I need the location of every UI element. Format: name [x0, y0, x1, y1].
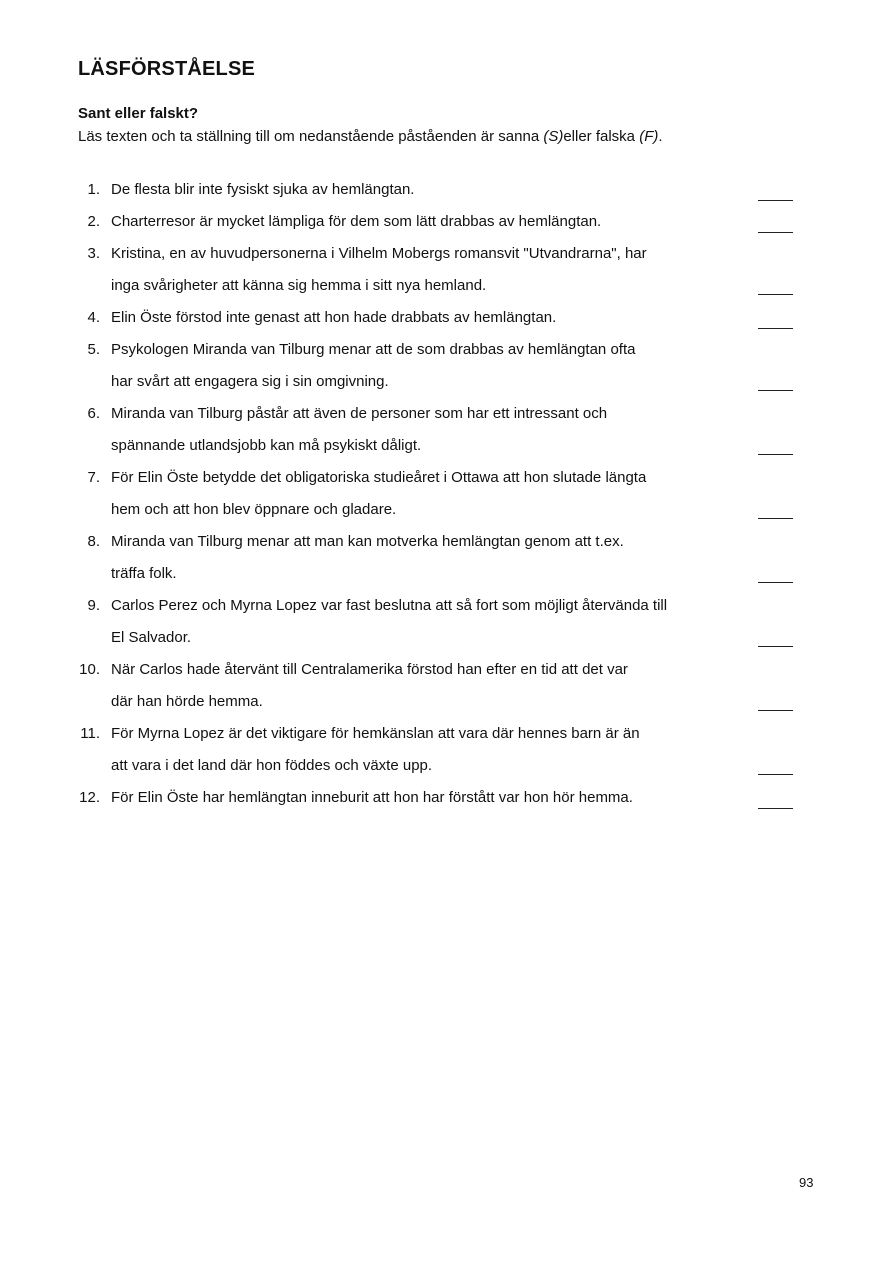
statement-number: 1. — [87, 181, 100, 198]
statement-item — [0, 530, 893, 594]
statement-line — [0, 402, 893, 434]
statement-item — [0, 242, 893, 306]
statement-line — [0, 530, 893, 562]
statement-item — [0, 210, 893, 242]
statement-item — [0, 594, 893, 658]
answer-blank[interactable] — [758, 328, 793, 329]
page-number: 93 — [799, 1175, 814, 1190]
statement-line — [0, 466, 893, 498]
statement-line — [0, 178, 893, 210]
statement-text: El Salvador. — [111, 629, 192, 646]
statement-line — [0, 306, 893, 338]
instructions-text-start: Läs texten och ta ställning till om nedanstående påståenden är sanna — [78, 128, 544, 145]
statement-item — [0, 786, 893, 818]
statement-line — [0, 786, 893, 818]
answer-blank[interactable] — [758, 200, 793, 201]
answer-blank[interactable] — [758, 710, 793, 711]
statement-line — [0, 722, 893, 754]
statement-line — [0, 626, 893, 658]
statement-text: inga svårigheter att känna sig hemma i sitt nya hemland. — [111, 277, 487, 294]
statement-item — [0, 306, 893, 338]
statement-line — [0, 370, 893, 402]
statement-line — [0, 690, 893, 722]
statement-text: Miranda van Tilburg menar att man kan motverka hemlängtan genom att t.ex. — [111, 533, 624, 550]
statement-line — [0, 594, 893, 626]
answer-blank[interactable] — [758, 390, 793, 391]
statement-line — [0, 754, 893, 786]
statement-number: 9. — [87, 597, 100, 614]
statement-line — [0, 658, 893, 690]
statement-number: 2. — [87, 213, 100, 230]
statement-number: 11. — [80, 725, 100, 742]
answer-blank[interactable] — [758, 808, 793, 809]
statement-item — [0, 466, 893, 530]
statement-text: Kristina, en av huvudpersonerna i Vilhelm Mobergs romansvit "Utvandrarna", har — [111, 245, 647, 262]
exercise-instructions — [78, 128, 663, 145]
statement-line — [0, 434, 893, 466]
statement-text: Elin Öste förstod inte genast att hon hade drabbats av hemlängtan. — [111, 309, 557, 326]
statement-number: 6. — [87, 405, 100, 422]
statement-text: För Myrna Lopez är det viktigare för hemkänslan att vara där hennes barn är än — [111, 725, 640, 742]
statement-text: träffa folk. — [111, 565, 177, 582]
statement-item — [0, 722, 893, 786]
statement-line — [0, 562, 893, 594]
statement-line — [0, 210, 893, 242]
instructions-text-middle: eller falska — [563, 128, 640, 145]
statement-text: För Elin Öste betydde det obligatoriska studieåret i Ottawa att hon slutade längta — [111, 469, 647, 486]
statement-list — [0, 178, 893, 818]
statement-item — [0, 402, 893, 466]
statement-text: där han hörde hemma. — [111, 693, 263, 710]
statement-text: När Carlos hade återvänt till Centralamerika förstod han efter en tid att det var — [111, 661, 628, 678]
statement-number: 10. — [79, 661, 100, 678]
statement-line — [0, 498, 893, 530]
statement-number: 8. — [87, 533, 100, 550]
statement-item — [0, 658, 893, 722]
statement-item — [0, 338, 893, 402]
answer-blank[interactable] — [758, 582, 793, 583]
statement-number: 7. — [87, 469, 100, 486]
statement-line — [0, 274, 893, 306]
answer-blank[interactable] — [758, 294, 793, 295]
page-title: LÄSFÖRSTÅELSE — [78, 58, 256, 80]
statement-number: 5. — [87, 341, 100, 358]
statement-text: Miranda van Tilburg påstår att även de personer som har ett intressant och — [111, 405, 608, 422]
statement-item — [0, 178, 893, 210]
true-marker: (S) — [543, 128, 564, 145]
answer-blank[interactable] — [758, 454, 793, 455]
statement-line — [0, 338, 893, 370]
answer-blank[interactable] — [758, 774, 793, 775]
statement-text: spännande utlandsjobb kan må psykiskt dåligt. — [111, 437, 422, 454]
statement-text: Psykologen Miranda van Tilburg menar att de som drabbas av hemlängtan ofta — [111, 341, 636, 358]
statement-line — [0, 242, 893, 274]
statement-text: För Elin Öste har hemlängtan inneburit att hon har förstått var hon hör hemma. — [111, 789, 633, 806]
answer-blank[interactable] — [758, 518, 793, 519]
answer-blank[interactable] — [758, 232, 793, 233]
statement-text: Carlos Perez och Myrna Lopez var fast beslutna att så fort som möjligt återvända till — [111, 597, 668, 614]
instructions-text-end: . — [658, 128, 663, 145]
statement-text: har svårt att engagera sig i sin omgivning. — [111, 373, 389, 390]
statement-text: att vara i det land där hon föddes och växte upp. — [111, 757, 433, 774]
statement-number: 12. — [79, 789, 100, 806]
answer-blank[interactable] — [758, 646, 793, 647]
exercise-subtitle: Sant eller falskt? — [78, 105, 199, 122]
statement-number: 3. — [87, 245, 100, 262]
false-marker: (F) — [639, 128, 659, 145]
statement-number: 4. — [87, 309, 100, 326]
statement-text: Charterresor är mycket lämpliga för dem som lätt drabbas av hemlängtan. — [111, 213, 602, 230]
statement-text: De flesta blir inte fysiskt sjuka av hemlängtan. — [111, 181, 415, 198]
statement-text: hem och att hon blev öppnare och gladare. — [111, 501, 397, 518]
